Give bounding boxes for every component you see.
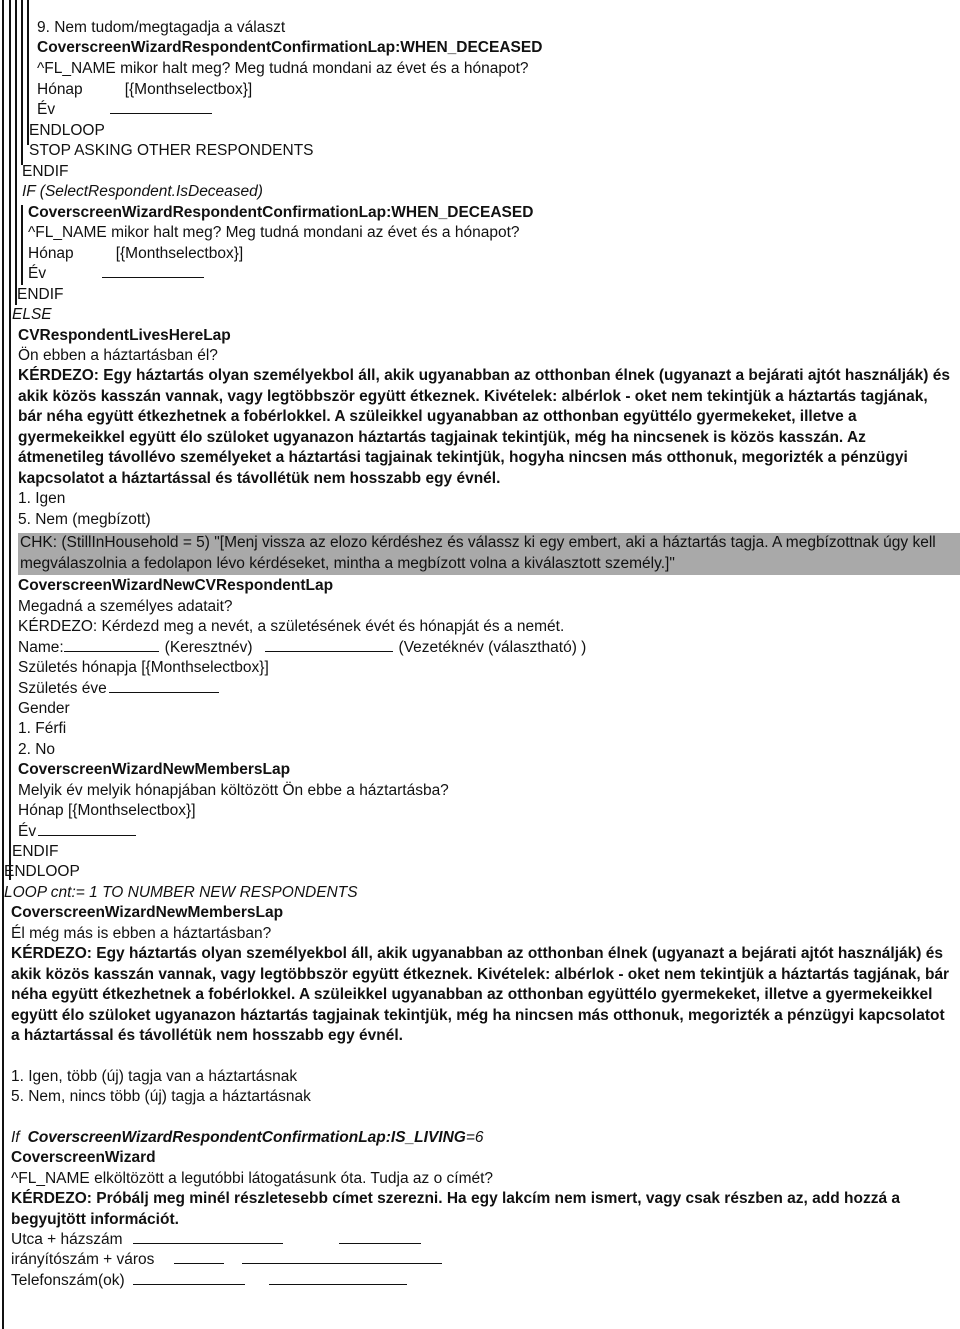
birth-year-field: Születés éve [18, 679, 225, 699]
gender-label: Gender [18, 700, 70, 717]
year-blank[interactable] [38, 823, 136, 836]
question-text: ^FL_NAME elköltözött a legutóbbi látogatásunk óta. Tudja az o címét? [11, 1170, 494, 1187]
lap-name: CoverscreenWizard [11, 1149, 156, 1166]
year-blank[interactable] [110, 101, 212, 114]
postcode-city-field: irányítószám + város [11, 1250, 448, 1270]
question-text: ^FL_NAME mikor halt meg? Meg tudná mondani az évet és a hónapot? [28, 224, 520, 241]
endloop-keyword: ENDLOOP [29, 122, 105, 139]
nesting-bar-4 [21, 0, 23, 165]
if-living: If CoverscreenWizardRespondentConfirmationLap:IS_LIVING=6 [11, 1129, 484, 1146]
lap-name: CVRespondentLivesHereLap [18, 327, 231, 344]
endif-keyword: ENDIF [12, 843, 59, 860]
if-deceased: IF (SelectRespondent.IsDeceased) [22, 183, 263, 200]
phone-blank-2[interactable] [269, 1272, 407, 1285]
month-field: Hónap [{Monthselectbox}] [18, 802, 196, 819]
nesting-bar-3 [15, 0, 17, 305]
gender-option-1: 1. Férfi [18, 720, 67, 737]
gender-option-2: 2. No [18, 741, 56, 758]
interviewer-instruction: KÉRDEZO: Egy háztartás olyan személyekbol áll, akik ugyanabban az otthonban élnek (ugyanazt a bejárati ajtót használják) és akik közös kasszán vannak, vagy legtöbbször együtt étkeznek. Kivételek: albérlok - oket nem tekintjük a háztartás tagjának, bár néha együtt étkezhetnek a fobérlokkel. A szüleikkel ugyanabban az otthonban együttélo gyermekeket, illetve a gyermekeikkel együtt élo szüloket ugyanazon háztartás tagjainak tekintjük, még ha nincsenek is közös kasszán. Az átmenetileg távollévo személyeket a háztartási tagjainak tekintjük, hogyha nincsen más otthonuk, megorizték a pénzügyi kapcsolatot a háztartással és távollétük nem hosszabb egy évnél. [18, 367, 950, 487]
nesting-bar-1 [2, 0, 4, 1329]
endif-keyword: ENDIF [17, 286, 64, 303]
month-field: Hónap [{Monthselectbox}] [28, 245, 244, 262]
year-blank[interactable] [102, 265, 204, 278]
question-text: Megadná a személyes adatait? [18, 598, 233, 615]
lap-name: CoverscreenWizardRespondentConfirmationLap:WHEN_DECEASED [28, 204, 534, 221]
first-name-blank[interactable] [64, 639, 159, 652]
lap-name: CoverscreenWizardNewMembersLap [18, 761, 291, 778]
interviewer-instruction: KÉRDEZO: Kérdezd meg a nevét, a születésének évét és hónapját és a nemét. [18, 618, 565, 635]
lap-name: CoverscreenWizardNewCVRespondentLap [18, 577, 334, 594]
phone-blank-1[interactable] [133, 1272, 245, 1285]
year-field: Év [28, 264, 210, 284]
option-9-text: 9. Nem tudom/megtagadja a választ [37, 19, 286, 36]
postcode-blank[interactable] [174, 1251, 224, 1264]
nesting-bar-6 [21, 205, 23, 285]
endif-keyword: ENDIF [22, 163, 69, 180]
street-blank[interactable] [133, 1231, 283, 1244]
stop-keyword: STOP ASKING OTHER RESPONDENTS [29, 142, 314, 159]
question-text: ^FL_NAME mikor halt meg? Meg tudná mondani az évet és a hónapot? [37, 60, 529, 77]
answer-option-1: 1. Igen [18, 490, 66, 507]
answer-option-1: 1. Igen, több (új) tagja van a háztartásnak [11, 1068, 298, 1085]
name-field: Name: (Keresztnév) (Vezetéknév (választható) ) [18, 639, 587, 656]
birth-year-blank[interactable] [109, 680, 219, 693]
else-keyword: ELSE [12, 306, 52, 323]
month-field: Hónap [{Monthselectbox}] [37, 81, 253, 98]
question-text: Él még más is ebben a háztartásban? [11, 925, 272, 942]
year-field: Év [18, 822, 142, 842]
loop-keyword: LOOP cnt:= 1 TO NUMBER NEW RESPONDENTS [4, 884, 358, 901]
birth-month-field: Születés hónapja [{Monthselectbox}] [18, 659, 269, 676]
lap-name: CoverscreenWizardRespondentConfirmationLap:WHEN_DECEASED [37, 39, 543, 56]
answer-option-5: 5. Nem (megbízott) [18, 511, 151, 528]
answer-option-5: 5. Nem, nincs több (új) tagja a háztartásnak [11, 1088, 311, 1105]
check-rule-text: CHK: (StillInHousehold = 5) "[Menj vissza az elozo kérdéshez és válassz ki egy embert, aki a háztartás tagja. A megbízottnak úgy kell megválaszolnia a fedolapon lévo kérdéseket, mintha a megbízott volna a kiválasztott személy.]" [20, 534, 936, 572]
question-text: Melyik év melyik hónapjában költözött Ön ebbe a háztartásba? [18, 782, 449, 799]
nesting-bar-2 [9, 0, 11, 880]
phone-field: Telefonszám(ok) [11, 1271, 413, 1291]
city-blank[interactable] [242, 1251, 442, 1264]
question-text: Ön ebben a háztartásban él? [18, 347, 218, 364]
interviewer-instruction: KÉRDEZO: Próbálj meg minél részletesebb címet szerezni. Ha egy lakcím nem ismert, vagy csak részben az, add hozzá a begyujtött információt. [11, 1190, 901, 1228]
endloop-keyword: ENDLOOP [4, 863, 80, 880]
house-number-blank[interactable] [339, 1231, 421, 1244]
street-field: Utca + házszám [11, 1230, 427, 1250]
year-field: Év [37, 100, 218, 120]
lap-name: CoverscreenWizardNewMembersLap [11, 904, 284, 921]
interviewer-instruction: KÉRDEZO: Egy háztartás olyan személyekbol áll, akik ugyanabban az otthonban élnek (ugyanazt a bejárati ajtót használják) és akik közös kasszán vannak, vagy legtöbbször együtt étkeznek. Kivételek: albérlok - oket nem tekintjük a háztartás tagjának, bár néha együtt étkezhetnek a fobérlokkel. A szüleikkel ugyanabban az otthonban együttélo gyermekeket, illetve a gyermekeikkel együtt élo szüloket ugyanazon háztartás tagjainak tekintjük, még ha nincsen más otthonuk, megorizték a pénzügyi kapcsolatot a háztartással és távollétük nem hosszabb egy évnél. [11, 945, 950, 1044]
last-name-blank[interactable] [265, 639, 393, 652]
